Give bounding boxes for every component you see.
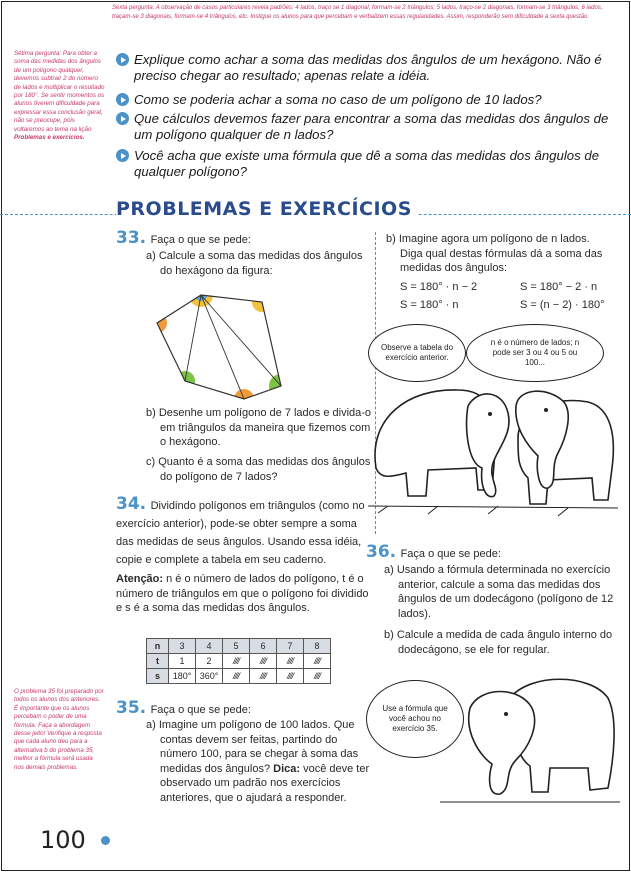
question-2-text: Como se poderia achar a soma no caso de um polígono de 10 lados? — [134, 92, 542, 107]
table-cell: t — [147, 654, 169, 669]
table-cell: 360° — [196, 669, 223, 684]
formula-2: S = 180° − 2 · n — [520, 281, 598, 293]
side-note-1-text: Sétima pergunta: Para obter a soma das medidas dos ângulos de um polígono qualquer, devemos subtrair 2 do número de lados e multiplicar o resultado por 180°. Se sentir momentos os alunos tiverem dificuldade para expressar essa conclusão geral, não se preocupe, pois voltaremos ao tema na lição — [14, 50, 105, 133]
attention-label: Atenção: — [116, 573, 164, 585]
table-cell: //// — [304, 669, 331, 684]
table-cell: //// — [223, 669, 250, 684]
attention-text: n é o número de lados do polígono, t é o número de triângulos em que o polígono foi dividido e s é a soma das medidas dos ângulos. — [116, 573, 369, 615]
problem-36-number: 36. — [366, 542, 397, 562]
problem-36-lead: Faça o que se pede: — [400, 548, 501, 560]
elephant-illustration-2 — [440, 668, 620, 808]
bullet-icon — [116, 93, 129, 106]
top-teacher-note: Sexta pergunta: A observação de casos particulares revela padrões: 4 lados, traço se 1 diagonal, formam-se 2 triângulos; 5 lados, traço-se 2 diagonais, formam-se 3 triângulos; 6 lados, traçam-se 3 diagonais, formam-se 4 triângulos, etc. Instigue os alunos para que percebam e verbalizem essas regularidades. Assim, responderão sem dificuldade a sexta questão. — [112, 5, 603, 20]
table-cell: 3 — [169, 639, 196, 654]
problem-34-attention — [116, 572, 372, 616]
formula-4: S = (n − 2) · 180° — [520, 299, 605, 311]
question-4 — [116, 148, 612, 180]
tip-label: Dica: — [273, 762, 301, 775]
problem-35-a-text: a) Imagine um polígono de 100 lados. Que contas devem ser feitas, partindo do número 100, para se chegar à soma das medidas dos ângulos? — [146, 719, 359, 775]
problem-33-b-formulas: b) Imagine agora um polígono de n lados. Diga qual destas fórmulas dá a soma das medidas dos ângulos: — [386, 233, 603, 275]
table-cell: 7 — [277, 639, 304, 654]
problem-33 — [116, 228, 366, 248]
side-note-1-bold: Problemas e exercícios. — [14, 134, 85, 142]
question-2 — [116, 92, 612, 108]
problem-35-a — [146, 718, 372, 806]
problem-35-lead: Faça o que se pede: — [150, 704, 251, 716]
hexagon-diagonals — [185, 295, 281, 399]
problem-36-b: b) Calcule a medida de cada ângulo interno do dodecágono, se ele for regular. — [384, 629, 613, 656]
polygon-table — [146, 638, 331, 684]
problem-33-b: b) Desenhe um polígono de 7 lados e divida-o em triângulos da maneira que fizemos com o hexágono. — [146, 407, 372, 449]
table-cell: //// — [250, 669, 277, 684]
problem-36-a: a) Usando a fórmula determinada no exercício anterior, calcule a soma das medidas dos ângulos de um dodecágono (polígono de 12 lados). — [384, 564, 614, 620]
table-row — [147, 654, 331, 669]
side-teacher-note-2: O problema 35 foi preparado por todos os alunos dos anteriores. É importante que os alunos percebam o poder de uma fórmula. Faça a abordagem desse jeito! Verifique a resposta que cada aluno deu para a alternativa b do problema 35, melhor a fórmula será usada nos demais problemas. — [14, 688, 104, 771]
table-row — [147, 669, 331, 684]
question-3 — [116, 111, 612, 143]
problem-33-lead: Faça o que se pede: — [150, 234, 251, 246]
question-4-text: Você acha que existe uma fórmula que dê a soma das medidas dos ângulos de qualquer polígono? — [134, 148, 600, 179]
table-cell: n — [147, 639, 169, 654]
table-cell: //// — [304, 654, 331, 669]
page-dot-icon — [101, 836, 110, 845]
bullet-icon — [116, 53, 129, 66]
speech-bubble-n: n é o número de lados; n pode ser 3 ou 4 ou 5 ou 100... — [466, 324, 604, 382]
question-3-text: Que cálculos devemos fazer para encontrar a soma das medidas dos ângulos de um polígono qualquer de n lados? — [134, 111, 609, 142]
tip-text: você deve ter observado um padrão nos exercícios anteriores, que o ajudará a responder. — [160, 762, 370, 804]
table-cell: 8 — [304, 639, 331, 654]
speech-bubble-table: Observe a tabela do exercício anterior. — [368, 324, 466, 382]
problem-33-c: c) Quanto é a soma das medidas dos ângulos do polígono de 7 lados? — [146, 456, 371, 483]
table-cell: 4 — [196, 639, 223, 654]
table-cell: //// — [250, 654, 277, 669]
question-1 — [116, 52, 612, 84]
question-1-text: Explique como achar a soma das medidas dos ângulos de um hexágono. Não é preciso chegar ao resultado; apenas relate a idéia. — [134, 52, 602, 83]
table-cell: //// — [223, 654, 250, 669]
table-cell: 2 — [196, 654, 223, 669]
hexagon-figure — [150, 285, 310, 400]
table-cell: //// — [277, 669, 304, 684]
problem-33-a: a) Calcule a soma das medidas dos ângulos do hexágono da figura: — [146, 250, 363, 277]
table-cell: 5 — [223, 639, 250, 654]
problem-35-number: 35. — [116, 698, 147, 718]
table-row — [147, 639, 331, 654]
formula-3: S = 180° · n — [400, 299, 459, 311]
problem-35 — [116, 698, 372, 718]
page-number: 100 — [40, 826, 86, 854]
table-cell: s — [147, 669, 169, 684]
side-teacher-note-1 — [14, 50, 106, 142]
problem-34-text: Dividindo polígonos em triângulos (como no exercício anterior), pode-se obter sempre a soma das medidas de seus ângulos. Usando essa idéia, copie e complete a tabela em seu caderno. — [116, 500, 365, 566]
table-cell: //// — [277, 654, 304, 669]
table-cell: 6 — [250, 639, 277, 654]
problem-36 — [366, 542, 616, 562]
table-cell: 180° — [169, 669, 196, 684]
table-cell: 1 — [169, 654, 196, 669]
speech-bubble-formula: Use a fórmula que você achou no exercício 35. — [366, 680, 464, 758]
section-title: PROBLEMAS E EXERCÍCIOS — [116, 198, 418, 220]
formula-1: S = 180° · n − 2 — [400, 281, 478, 293]
problem-34 — [116, 494, 372, 568]
problem-33-number: 33. — [116, 228, 147, 248]
bullet-icon — [116, 149, 129, 162]
bullet-icon — [116, 112, 129, 125]
problem-34-number: 34. — [116, 494, 147, 514]
